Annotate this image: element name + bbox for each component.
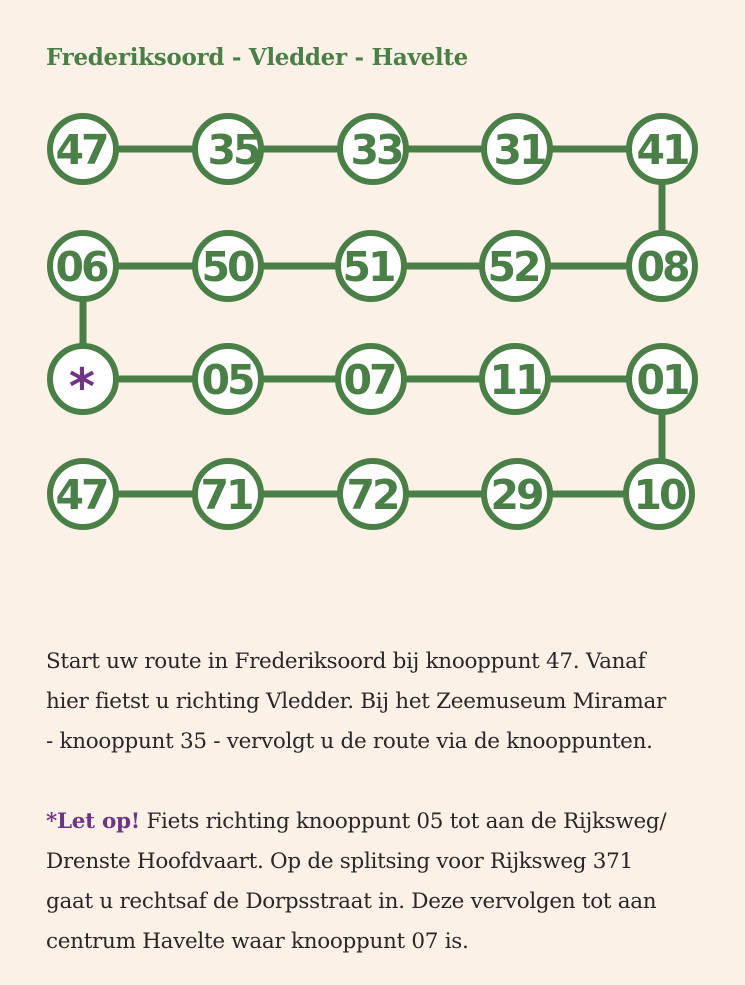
node-number: 41	[636, 126, 688, 174]
node-number: 07	[343, 356, 395, 404]
route-node	[340, 461, 406, 527]
route-node	[195, 116, 261, 182]
node-number: 11	[489, 356, 541, 404]
node-number: 05	[201, 356, 253, 404]
route-node	[50, 233, 116, 299]
description-line: hier fietst u richting Vledder. Bij het Zeemuseum Miramar	[46, 689, 666, 714]
node-number: 47	[55, 126, 107, 174]
note-flag: Let op!	[56, 809, 140, 834]
node-number: 01	[636, 356, 688, 404]
route-description	[46, 642, 736, 762]
route-node	[629, 116, 695, 182]
description-line: Start uw route in Frederiksoord bij knooppunt 47. Vanaf	[46, 649, 646, 674]
route-node	[340, 116, 406, 182]
node-number: 50	[201, 243, 253, 291]
route-node	[338, 346, 404, 412]
note-line: centrum Havelte waar knooppunt 07 is.	[46, 929, 469, 954]
route-node	[484, 116, 550, 182]
node-number: 08	[636, 243, 688, 291]
node-number: 52	[487, 243, 539, 291]
start-star-icon: *	[68, 358, 96, 416]
node-number: 31	[493, 126, 545, 174]
node-number: 35	[207, 126, 259, 174]
route-node	[338, 233, 404, 299]
route-node	[50, 116, 116, 182]
route-note	[46, 802, 736, 962]
node-number: 51	[342, 243, 394, 291]
node-number: 06	[55, 243, 107, 291]
route-node	[629, 346, 695, 412]
route-node	[626, 461, 692, 527]
note-first-line	[46, 802, 736, 842]
route-node	[195, 461, 261, 527]
note-line: gaat u rechtsaf de Dorpsstraat in. Deze vervolgen tot aan	[46, 889, 657, 914]
node-number: 29	[490, 471, 542, 519]
node-number: 71	[200, 471, 252, 519]
note-star-icon: *	[46, 809, 57, 834]
node-number: 33	[350, 126, 402, 174]
route-node	[484, 461, 550, 527]
route-node	[629, 233, 695, 299]
note-line: Drenste Hoofdvaart. Op de splitsing voor Rijksweg 371	[46, 849, 633, 874]
node-number: 47	[55, 471, 107, 519]
route-node	[482, 346, 548, 412]
route-node	[195, 233, 261, 299]
node-number: 72	[346, 471, 398, 519]
route-node	[195, 346, 261, 412]
description-line: - knooppunt 35 - vervolgt u de route via de knooppunten.	[46, 729, 653, 754]
node-number: 10	[633, 471, 685, 519]
route-node	[50, 461, 116, 527]
route-node-start	[50, 346, 116, 416]
page-title: Frederiksoord - Vledder - Havelte	[46, 44, 468, 71]
route-node	[482, 233, 548, 299]
note-line: Fiets richting knooppunt 05 tot aan de Rijksweg/	[146, 809, 667, 834]
